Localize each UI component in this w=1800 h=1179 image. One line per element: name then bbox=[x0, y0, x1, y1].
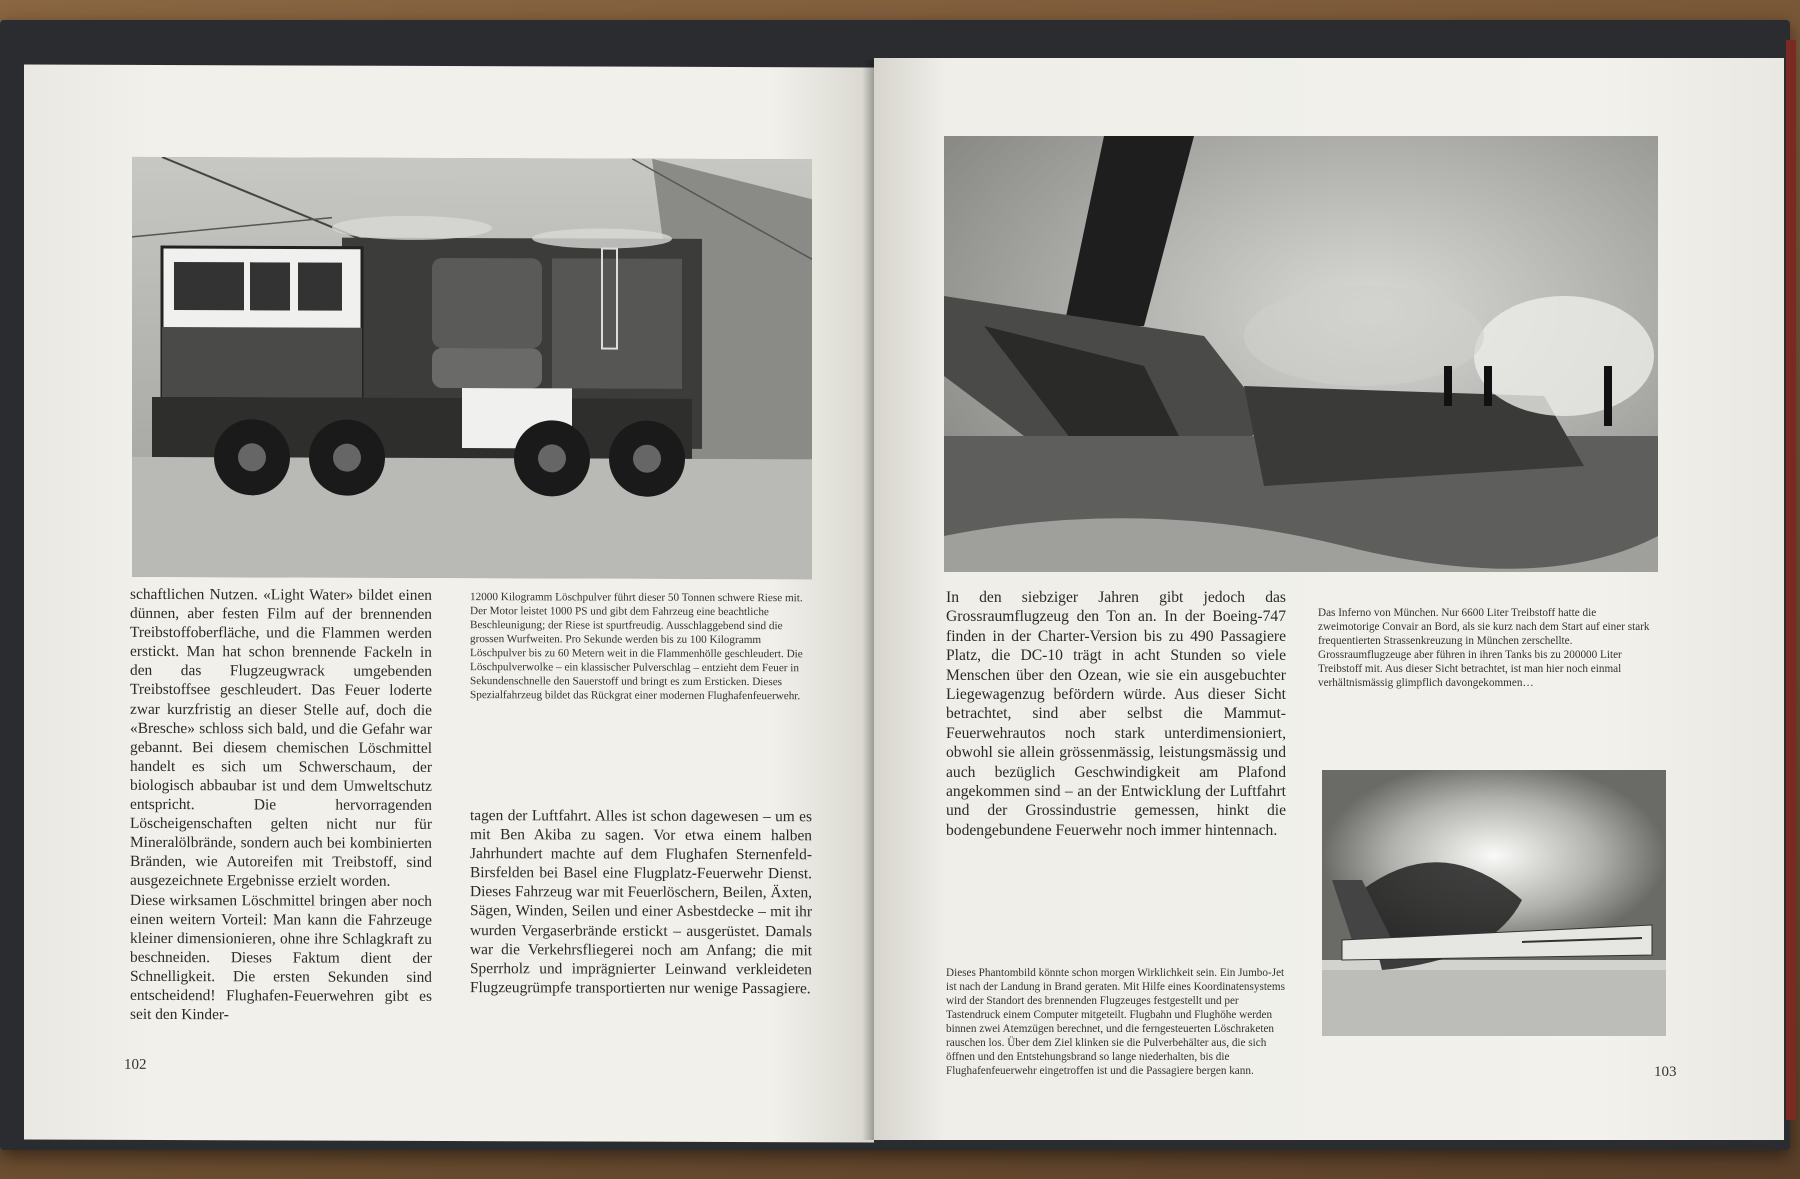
right-column-text: In den siebziger Jahren gibt jedoch das Grossraumflugzeug den Ton an. In der Boeing-747 finden in der Charter-Version bis zu 490 Passagiere Platz, die DC-10 trägt in acht Stunden so viele Menschen über den Ozean, wie sie ein ausgebuchter Liegewagenzug befördern würde. Aus dieser Sicht betrachtet, sind aber selbst die Mammut-Feuerwehrautos noch stark unterdimensioniert, obwohl sie allein grössenmässig, leistungsmässig und auch bezüglich Geschwindigkeit am Plafond angekommen sind – an der Entwicklung der Luftfahrt und der Grossindustrie gemessen, hinkt die bodengebundene Feuerwehr noch immer hintennach. bbox=[946, 589, 1286, 839]
left-column2-text: tagen der Luftfahrt. Alles ist schon dagewesen – um es mit Ben Akiba zu sagen. Vor etwa einem halben Jahrhundert machte auf dem Flughafen Sternenfeld-Birsfelden bei Basel eine Flugplatz-Feuerwehr Dienst. Dieses Fahrzeug war mit Feuerlöschern, Beilen, Äxten, Sägen, Winden, Seilen und einer Asbestdecke – mit ihr wurden Vergaserbrände erstickt – ausgerüstet. Damals war die Verkehrsfliegerei noch am Anfang; die mit Sperrholz und imprägnierter Leinwand verkleideten Flugzeugrümpfe transportierten nur wenige Passagiere. bbox=[470, 807, 812, 998]
crash-caption: Das Inferno von München. Nur 6600 Liter Treibstoff hatte die zweimotorige Convair an Bord, als sie kurz nach dem Start auf einer stark frequentierten Strassenkreuzung in München zerschellte. Grossraumflugzeuge aber führen in ihren Tanks bis zu 200000 Liter Treibstoff mit. Aus dieser Sicht betrachtet, ist man hier noch einmal verhältnismässig glimpflich davongekommen… bbox=[1318, 607, 1650, 689]
left-col1-paragraph2: Diese wirksamen Löschmittel bringen aber noch einen weitern Vorteil: Man kann die Fahrzeuge kleiner dimensionieren, ohne ihre Schlagkraft zu beschneiden. Dieses Faktum dient der Schnelligkeit. Die ersten Sekunden sind entscheidend! Flughafen-Feuerwehren gibt es seit den Kinder- bbox=[130, 891, 432, 1024]
crash-photo bbox=[944, 136, 1658, 572]
burning-jet-photo bbox=[1322, 770, 1666, 1036]
page-number-right: 103 bbox=[1654, 1064, 1677, 1080]
page-number-left: 102 bbox=[124, 1056, 147, 1073]
truck-caption: 12000 Kilogramm Löschpulver führt dieser 50 Tonnen schwere Riese mit. Der Motor leistet 1000 PS und gibt dem Fahrzeug eine beachtliche Beschleunigung; der Riese ist spurtfreudig. Ausschlaggebend sind die grossen Wurfweiten. Pro Sekunde werden bis zu 100 Kilogramm Löschpulver bis zu 60 Metern weit in die Flammenhölle geschleudert. Die Löschpulverwolke – ein klassischer Pulverschlag – entzieht dem Feuer in Sekundenschnelle den Sauerstoff und bringt es zum Ersticken. Dieses Spezialfahrzeug bildet das Rückgrat einer modernen Flughafenfeuerwehr. bbox=[470, 591, 803, 703]
left-column-text bbox=[130, 585, 432, 1025]
fire-truck-photo bbox=[132, 157, 812, 579]
left-col1-paragraph1: schaftlichen Nutzen. «Light Water» bildet einen dünnen, aber festen Film auf der brennenden Treibstoffoberfläche, und die Flammen werden erstickt. Man hat schon brennende Fackeln in den das Flugzeugwrack umgebenden Treibstoffsee geschleudert. Das Feuer loderte zwar kurzfristig an dieser Stelle auf, doch die «Bresche» schloss sich bald, und die Gefahr war gebannt. Bei diesem chemischen Löschmittel handelt es sich um Schwerschaum, der biologisch abbaubar ist und dem Umweltschutz entspricht. Die hervorragenden Löscheigenschaften gelten nicht nur für Mineralölbrände, sondern auch bei kombinierten Bränden, wie Autoreifen mit Treibstoff, sind ausgezeichnete Ergebnisse erzielt worden. bbox=[130, 585, 432, 891]
left-page bbox=[24, 65, 874, 1143]
jet-caption: Dieses Phantombild könnte schon morgen Wirklichkeit sein. Ein Jumbo-Jet ist nach der Landung in Brand geraten. Mit Hilfe eines Koordinatensystems wird der Standort des brennenden Flugzeuges festgestellt und per Tastendruck einem Computer mitgeteilt. Flugbahn und Flughöhe werden binnen zwei Atemzügen berechnet, und die ferngesteuerten Löschraketen rauschen los. Über dem Ziel klinken sie die Pulverbehälter aus, die sich öffnen und den Entstehungsbrand so lange niederhalten, bis die Flughafenfeuerwehr eingetroffen ist und die Passagiere bergen kann. bbox=[946, 967, 1285, 1077]
book-spine-edge bbox=[1786, 40, 1796, 1120]
right-page bbox=[874, 58, 1784, 1140]
